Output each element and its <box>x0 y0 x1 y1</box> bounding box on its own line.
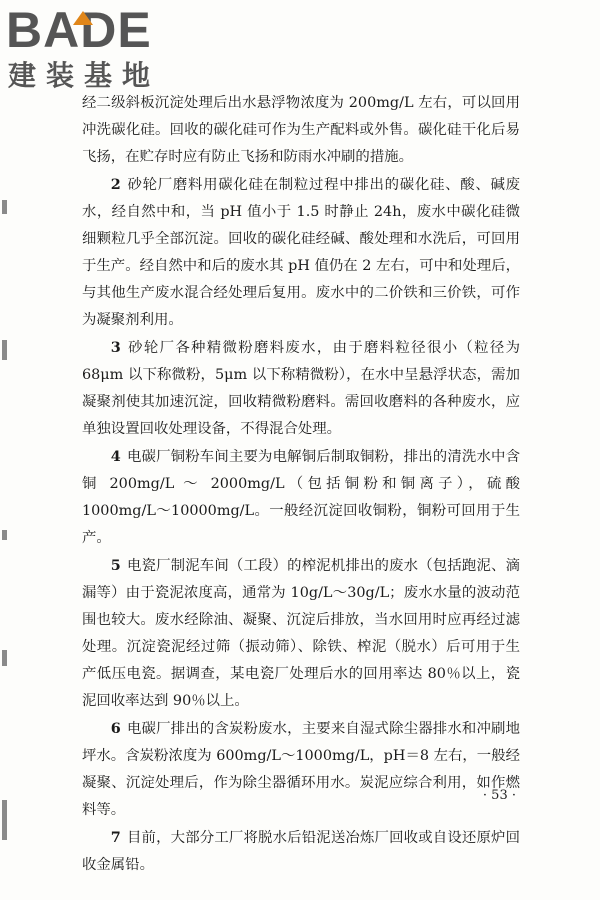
paragraph-4 <box>82 443 520 552</box>
logo-subtitle: 建装基地 <box>8 59 161 92</box>
logo-wordmark: BADE <box>6 2 152 58</box>
item-number: 5 <box>110 557 121 574</box>
paragraph-1 <box>82 90 520 171</box>
scan-edge-marks <box>0 200 12 850</box>
paragraph-7 <box>82 824 520 879</box>
paragraph-text: 砂轮厂磨料用碳化硅在制粒过程中排出的碳化硅、酸、碱废水，经自然中和，当 pH 值小于 1.5 时静止 24h，废水中碳化硅微细颗粒几乎全部沉淀。回收的碳化硅经碱、酸处理和水洗后，可回用于生产。经自然中和后的废水其 pH 值仍在 2 左右，可中和处理后，与其他生产废水混合经处理后复用。废水中的二价铁和三价铁，可作为凝聚剂利用。 <box>82 177 520 328</box>
paragraph-text: 电碳厂排出的含炭粉废水，主要来自湿式除尘器排水和冲刷地坪水。含炭粉浓度为 600mg/L～1000mg/L，pH＝8 左右，一般经凝聚、沉淀处理后，作为除尘器循环用水。炭泥应综合利用，如作燃料等。 <box>82 721 520 818</box>
page-number: · 53 · <box>482 788 516 803</box>
watermark-logo <box>6 4 176 94</box>
body-text <box>82 90 520 879</box>
paragraph-5 <box>82 552 520 715</box>
paragraph-text: 砂轮厂各种精微粉磨料废水，由于磨料粒径很小（粒径为 68μm 以下称微粉，5μm 以下称精微粉），在水中呈悬浮状态，需加凝聚剂使其加速沉淀，回收精微粉磨料。需回收磨料的各种废水，应单独设置回收处理设备，不得混合处理。 <box>82 340 520 437</box>
item-number: 2 <box>110 176 121 193</box>
paragraph-text: 电碳厂铜粉车间主要为电解铜后制取铜粉，排出的清洗水中含铜 200mg/L ～ 2000mg/L（包括铜粉和铜离子），硫酸 1000mg/L～10000mg/L。一般经沉淀回收铜粉，铜粉可回用于生产。 <box>82 449 520 546</box>
paragraph-text: 经二级斜板沉淀处理后出水悬浮物浓度为 200mg/L 左右，可以回用冲洗碳化硅。回收的碳化硅可作为生产配料或外售。碳化硅干化后易飞扬，在贮存时应有防止飞扬和防雨水冲刷的措施。 <box>82 95 520 165</box>
item-number: 4 <box>110 448 121 465</box>
item-number: 6 <box>110 720 121 737</box>
paragraph-text: 目前，大部分工厂将脱水后铅泥送冶炼厂回收或自设还原炉回收金属铅。 <box>82 830 520 873</box>
paragraph-2 <box>82 171 520 334</box>
item-number: 7 <box>110 829 121 846</box>
item-number: 3 <box>110 339 121 356</box>
paragraph-text: 电瓷厂制泥车间（工段）的榨泥机排出的废水（包括跑泥、滴漏等）由于瓷泥浓度高，通常为 10g/L～30g/L；废水水量的波动范围也较大。废水经除油、凝聚、沉淀后排放，当水回用时应再经过滤处理。沉淀瓷泥经过筛（振动筛）、除铁、榨泥（脱水）后可用于生产低压电瓷。据调查，某电瓷厂处理后水的回用率达 80％以上，瓷泥回收率达到 90％以上。 <box>82 558 520 709</box>
paragraph-6 <box>82 715 520 824</box>
paragraph-3 <box>82 334 520 443</box>
logo-accent-triangle <box>73 11 93 25</box>
